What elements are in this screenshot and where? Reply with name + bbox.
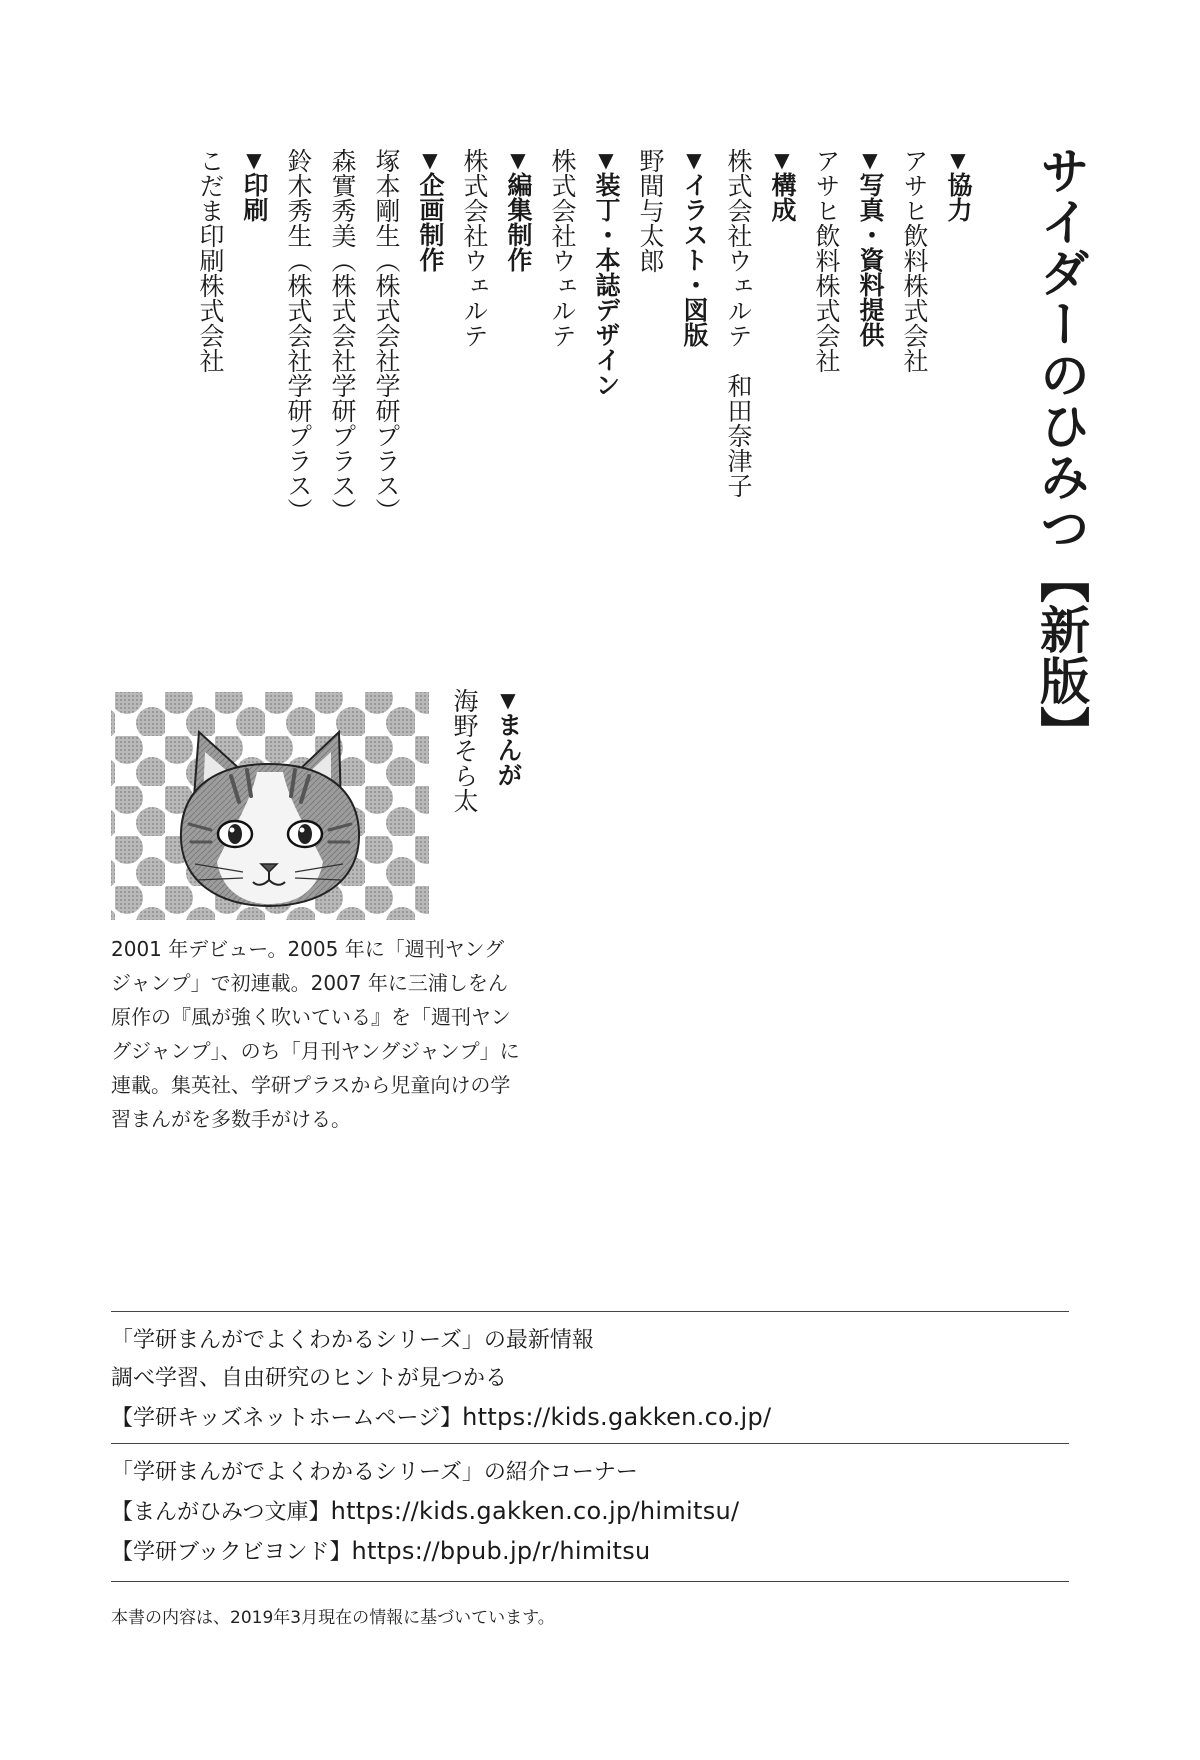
manga-author: 海野そら太: [450, 688, 479, 813]
triangle-marker-icon: ▼: [858, 148, 882, 172]
divider: [111, 1311, 1069, 1312]
info-line: 調べ学習、自由研究のヒントが見つかる: [111, 1366, 508, 1391]
divider: [111, 1443, 1069, 1444]
credit-line: アサヒ飲料株式会社: [812, 148, 841, 373]
author-bio: 2001 年デビュー。2005 年に「週刊ヤングジャンプ」で初連載。2007 年に三浦しをん原作の『風が強く吹いている』を「週刊ヤングジャンプ」、のち「月刊ヤングジャンプ」に連載。集英社、学研プラスから児童向けの学習まんがを多数手がける。: [111, 937, 520, 1131]
credit-heading: ▼協力: [944, 148, 973, 222]
footnote: 本書の内容は、2019年3月現在の情報に基づいています。: [111, 1608, 555, 1628]
credit-heading: ▼編集制作: [504, 148, 533, 272]
link-label: 【学研ブックビヨンド】: [111, 1540, 352, 1565]
credit-heading: ▼企画制作: [416, 148, 445, 272]
triangle-marker-icon: ▼: [682, 148, 706, 172]
triangle-marker-icon: ▼: [594, 148, 618, 172]
link-label: 【まんがひみつ文庫】: [111, 1500, 331, 1525]
credit-line: 株式会社ウェルテ: [460, 148, 489, 348]
credit-line: 株式会社ウェルテ 和田奈津子: [724, 148, 753, 498]
kids-net-link[interactable]: https://kids.gakken.co.jp/: [462, 1403, 772, 1431]
triangle-marker-icon: ▼: [242, 148, 266, 172]
credit-heading: ▼写真・資料提供: [856, 148, 885, 347]
credit-heading: ▼イラスト・図版: [680, 148, 709, 347]
author-portrait: [111, 692, 429, 920]
credit-line: 塚本剛生（株式会社学研プラス）: [372, 148, 401, 523]
book-title-main: サイダーのひみつ: [1032, 145, 1090, 553]
credit-line: こだま印刷株式会社: [196, 148, 225, 373]
manga-credit: [440, 688, 530, 858]
info-line: [111, 1398, 1071, 1438]
book-title: [1010, 145, 1090, 757]
triangle-marker-icon: ▼: [418, 148, 442, 172]
credit-heading: ▼印刷: [240, 148, 269, 222]
info-line: 「学研まんがでよくわかるシリーズ」の紹介コーナー: [111, 1460, 638, 1485]
info-line: [111, 1532, 1071, 1572]
link-label: 【学研キッズネットホームページ】: [111, 1406, 463, 1431]
credit-heading: ▼装丁・本誌デザイン: [592, 148, 621, 397]
credit-line: 森實秀美（株式会社学研プラス）: [328, 148, 357, 523]
triangle-marker-icon: ▼: [946, 148, 970, 172]
manga-heading: ▼まんが: [494, 688, 523, 787]
book-beyond-link[interactable]: https://bpub.jp/r/himitsu: [351, 1537, 651, 1565]
info-line: [111, 1492, 1071, 1532]
info-block-intro: [111, 1454, 1071, 1572]
credit-line: 鈴木秀生（株式会社学研プラス）: [284, 148, 313, 523]
triangle-marker-icon: ▼: [496, 688, 520, 712]
triangle-marker-icon: ▼: [770, 148, 794, 172]
info-line: 「学研まんがでよくわかるシリーズ」の最新情報: [111, 1328, 594, 1353]
credit-heading: ▼構成: [768, 148, 797, 222]
credit-line: 野間与太郎: [636, 148, 665, 273]
triangle-marker-icon: ▼: [506, 148, 530, 172]
credits-block: [196, 148, 980, 548]
divider: [111, 1581, 1069, 1582]
himitsu-bunko-link[interactable]: https://kids.gakken.co.jp/himitsu/: [330, 1497, 740, 1525]
credit-line: 株式会社ウェルテ: [548, 148, 577, 348]
book-title-edition: 【新版】: [1032, 553, 1090, 757]
credit-line: アサヒ飲料株式会社: [900, 148, 929, 373]
cat-illustration-icon: [111, 692, 429, 920]
info-block-latest: [111, 1322, 1071, 1438]
